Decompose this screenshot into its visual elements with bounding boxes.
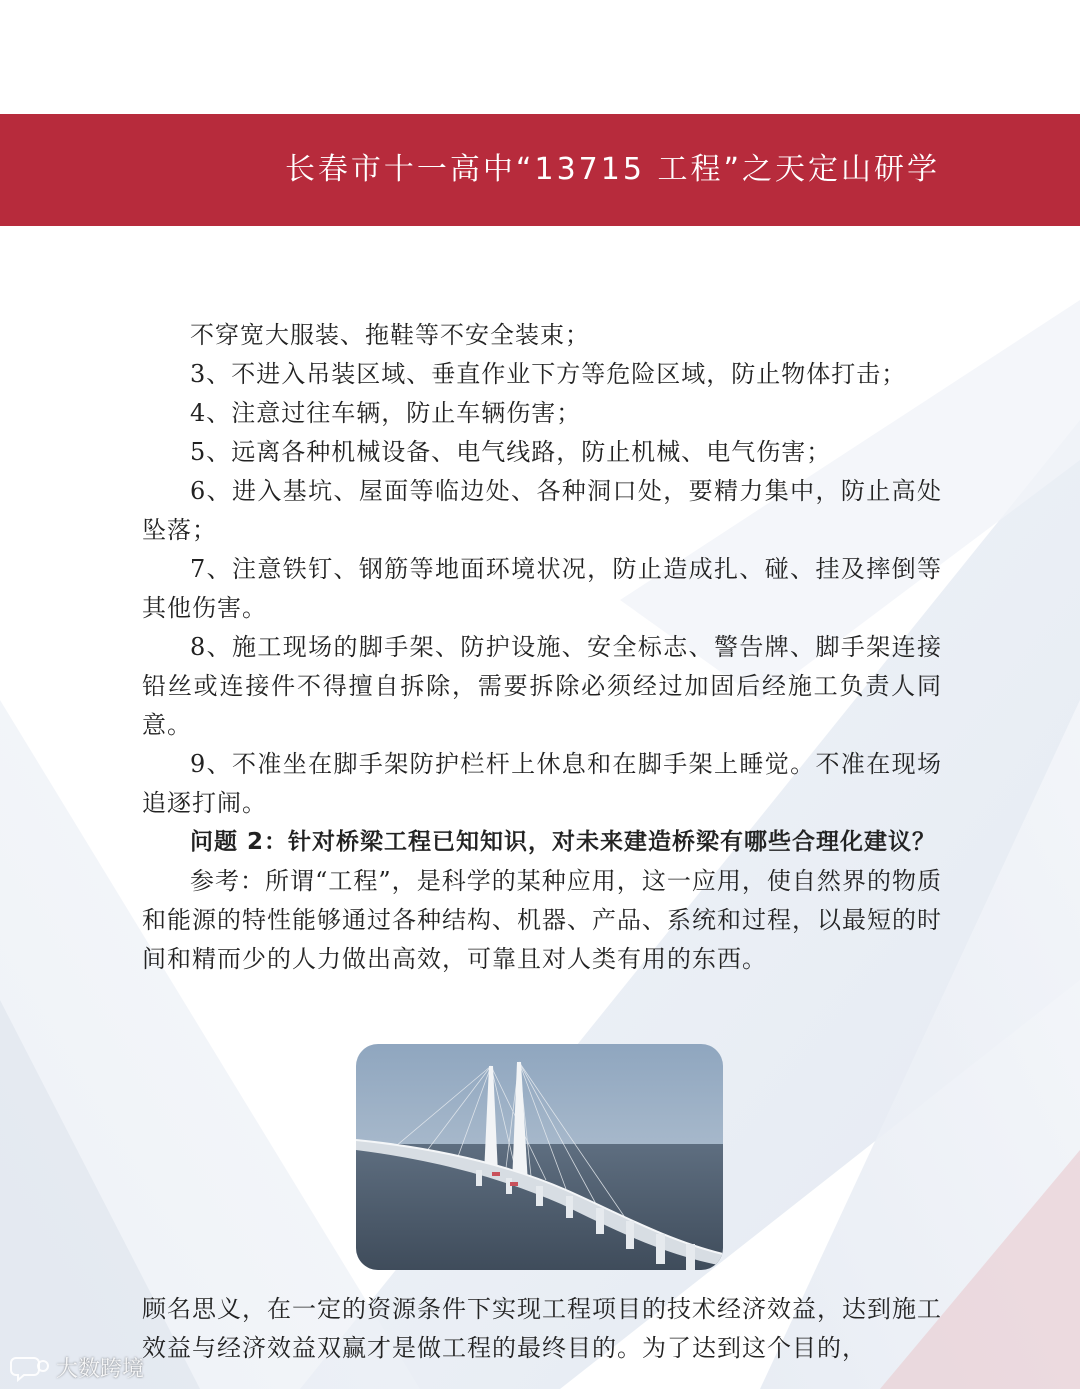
body-paragraph: 5、远离各种机械设备、电气线路，防止机械、电气伤害； bbox=[190, 438, 832, 466]
bridge-photo bbox=[356, 1044, 723, 1270]
article-body bbox=[142, 316, 942, 979]
body-paragraph: 3、不进入吊装区域、垂直作业下方等危险区域，防止物体打击； bbox=[190, 360, 907, 388]
page-title: 长春市十一高中“13715 工程”之天定山研学 bbox=[284, 152, 940, 187]
body-paragraph: 8、施工现场的脚手架、防护设施、安全标志、警告牌、脚手架连接铅丝或连接件不得擅自拆除，需要拆除必须经过加固后经施工负责人同意。 bbox=[142, 633, 942, 739]
body-paragraph: 不穿宽大服装、拖鞋等不安全装束； bbox=[190, 321, 590, 349]
question-heading: 问题 2：针对桥梁工程已知知识，对未来建造桥梁有哪些合理化建议？ bbox=[190, 829, 937, 855]
body-paragraph: 7、注意铁钉、钢筋等地面环境状况，防止造成扎、碰、挂及摔倒等其他伤害。 bbox=[142, 555, 942, 622]
body-paragraph: 9、不准坐在脚手架防护栏杆上休息和在脚手架上睡觉。不准在现场追逐打闹。 bbox=[142, 750, 942, 817]
body-paragraph: 参考：所谓“工程”，是科学的某种应用，这一应用，使自然界的物质和能源的特性能够通过各种结构、机器、产品、系统和过程，以最短的时间和精而少的人力做出高效，可靠且对人类有用的东西。 bbox=[142, 867, 942, 973]
watermark bbox=[10, 1352, 144, 1383]
body-paragraph: 6、进入基坑、屋面等临边处、各种洞口处，要精力集中，防止高处坠落； bbox=[142, 477, 942, 544]
bridge-illustration bbox=[356, 1044, 723, 1270]
bottom-paragraph: 顾名思义，在一定的资源条件下实现工程项目的技术经济效益，达到施工效益与经济效益双赢才是做工程的最终目的。为了达到这个目的， bbox=[142, 1295, 942, 1362]
header-band bbox=[0, 114, 1080, 226]
bottom-paragraph-wrap bbox=[142, 1290, 942, 1368]
body-paragraph: 4、注意过往车辆，防止车辆伤害； bbox=[190, 399, 582, 427]
chat-bubble-icon bbox=[10, 1354, 50, 1382]
watermark-text: 大数跨境 bbox=[56, 1357, 145, 1382]
